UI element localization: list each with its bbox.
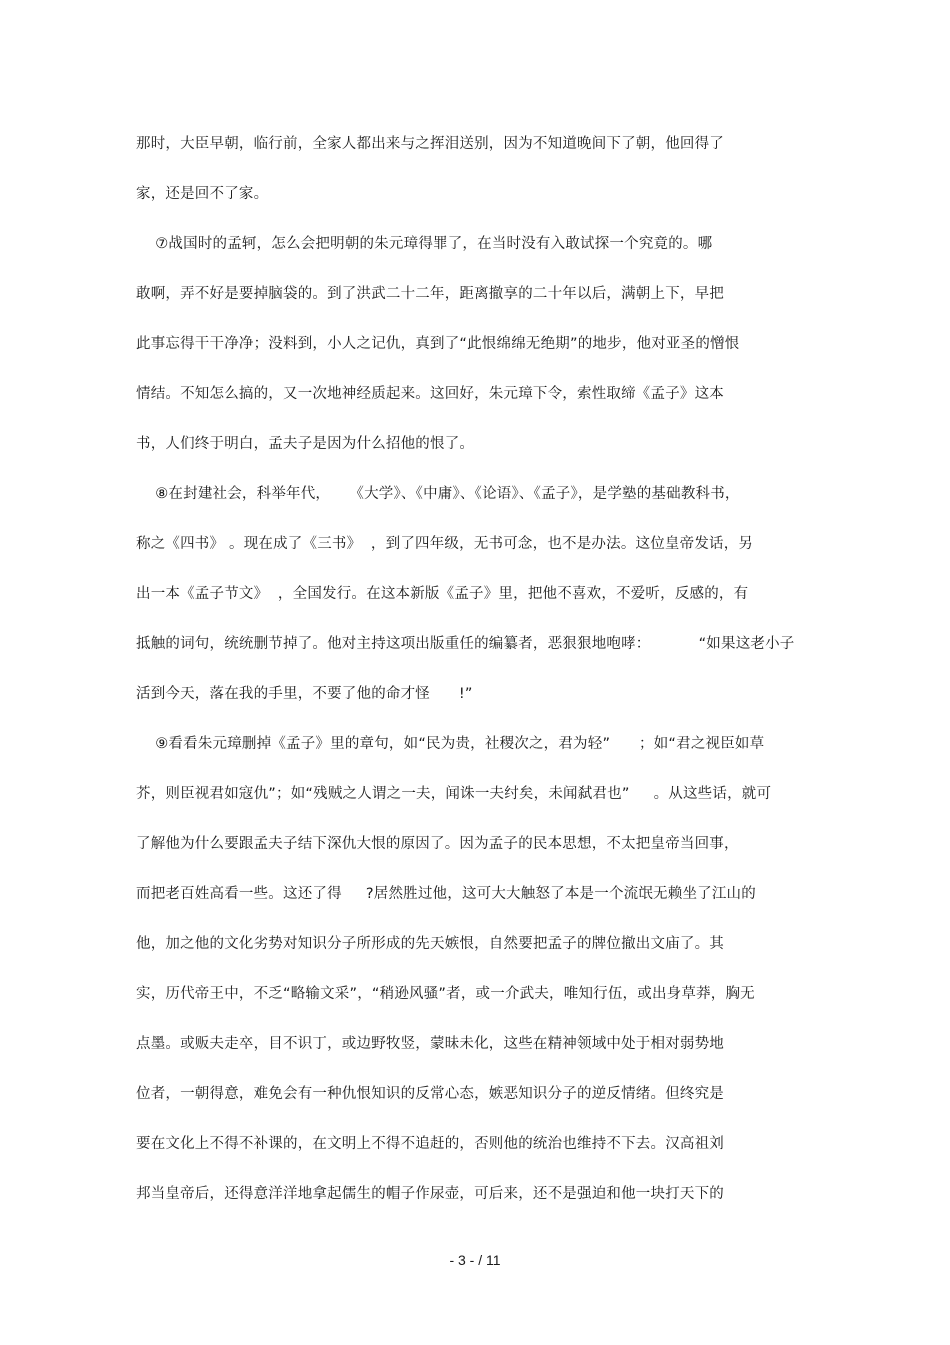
text-line: 敢啊，弄不好是要掉脑袋的。到了洪武二十二年，距离撤享的二十年以后，满朝上下，早把 [136,286,724,302]
text-line: 出一本《孟子节文》 ，全国发行。在这本新版《孟子》里，把他不喜欢，不爱听，反感的，有 [136,586,749,602]
text-line: 书，人们终于明白，孟夫子是因为什么招他的恨了。 [136,436,475,452]
text-line: 而把老百姓高看一些。这还了得 ?居然胜过他，这可大大触怒了本是一个流氓无赖坐了江山的 [136,886,756,902]
text-line: 实，历代帝王中，不乏“略输文采”，“稍逊风骚”者，或一介武夫，唯知行伍，或出身草莽，胸无 [136,986,755,1002]
text-line: 位者，一朝得意，难免会有一种仇恨知识的反常心态，嫉恶知识分子的逆反情绪。但终究是 [136,1086,724,1102]
text-line: ⑧在封建社会，科举年代， 《大学》、《中庸》、《论语》、《孟子》，是学塾的基础教科书， [136,486,740,502]
text-line: 了解他为什么要跟孟夫子结下深仇大恨的原因了。因为孟子的民本思想，不太把皇帝当回事， [136,836,739,852]
text-line: 家，还是回不了家。 [136,186,269,202]
text-line: 要在文化上不得不补课的，在文明上不得不追赶的，否则他的统治也维持不下去。汉高祖刘 [136,1136,724,1152]
text-line: 活到今天，落在我的手里，不要了他的命才怪 !” [136,686,473,702]
text-line: ⑨看看朱元璋删掉《孟子》里的章句，如“民为贵，社稷次之，君为轻” ；如“君之视臣如草 [136,736,765,752]
text-line: 邦当皇帝后，还得意洋洋地拿起儒生的帽子作尿壶，可后来，还不是强迫和他一块打天下的 [136,1186,724,1202]
text-line: 他，加之他的文化劣势对知识分子所形成的先天嫉恨，自然要把孟子的牌位撤出文庙了。其 [136,936,724,952]
page-number: - 3 - / 11 [449,1252,501,1268]
text-line: 此事忘得干干净净；没料到，小人之记仇，真到了“此恨绵绵无绝期”的地步，他对亚圣的憎恨 [136,336,740,352]
text-line: 芥，则臣视君如寇仇”；如“残贼之人谓之一夫，闻诛一夫纣矣，未闻弑君也” 。从这些话，就可 [136,786,772,802]
text-line: 抵触的词句，统统删节掉了。他对主持这项出版重任的编纂者，恶狠狠地咆哮： “如果这老小子 [136,636,795,652]
text-line: ⑦战国时的孟轲，怎么会把明朝的朱元璋得罪了，在当时没有入敢试探一个究竟的。哪 [136,236,713,252]
text-line: 那时，大臣早朝，临行前，全家人都出来与之挥泪送别，因为不知道晚间下了朝，他回得了 [136,136,724,152]
text-line: 情结。不知怎么搞的，又一次地神经质起来。这回好，朱元璋下令，索性取缔《孟子》这本 [136,386,724,402]
text-line: 点墨。或贩夫走卒，目不识丁，或边野牧竖，蒙昧未化，这些在精神领域中处于相对弱势地 [136,1036,724,1052]
text-line: 称之《四书》 。现在成了《三书》 ，到了四年级，无书可念，也不是办法。这位皇帝发话，另 [136,536,754,552]
